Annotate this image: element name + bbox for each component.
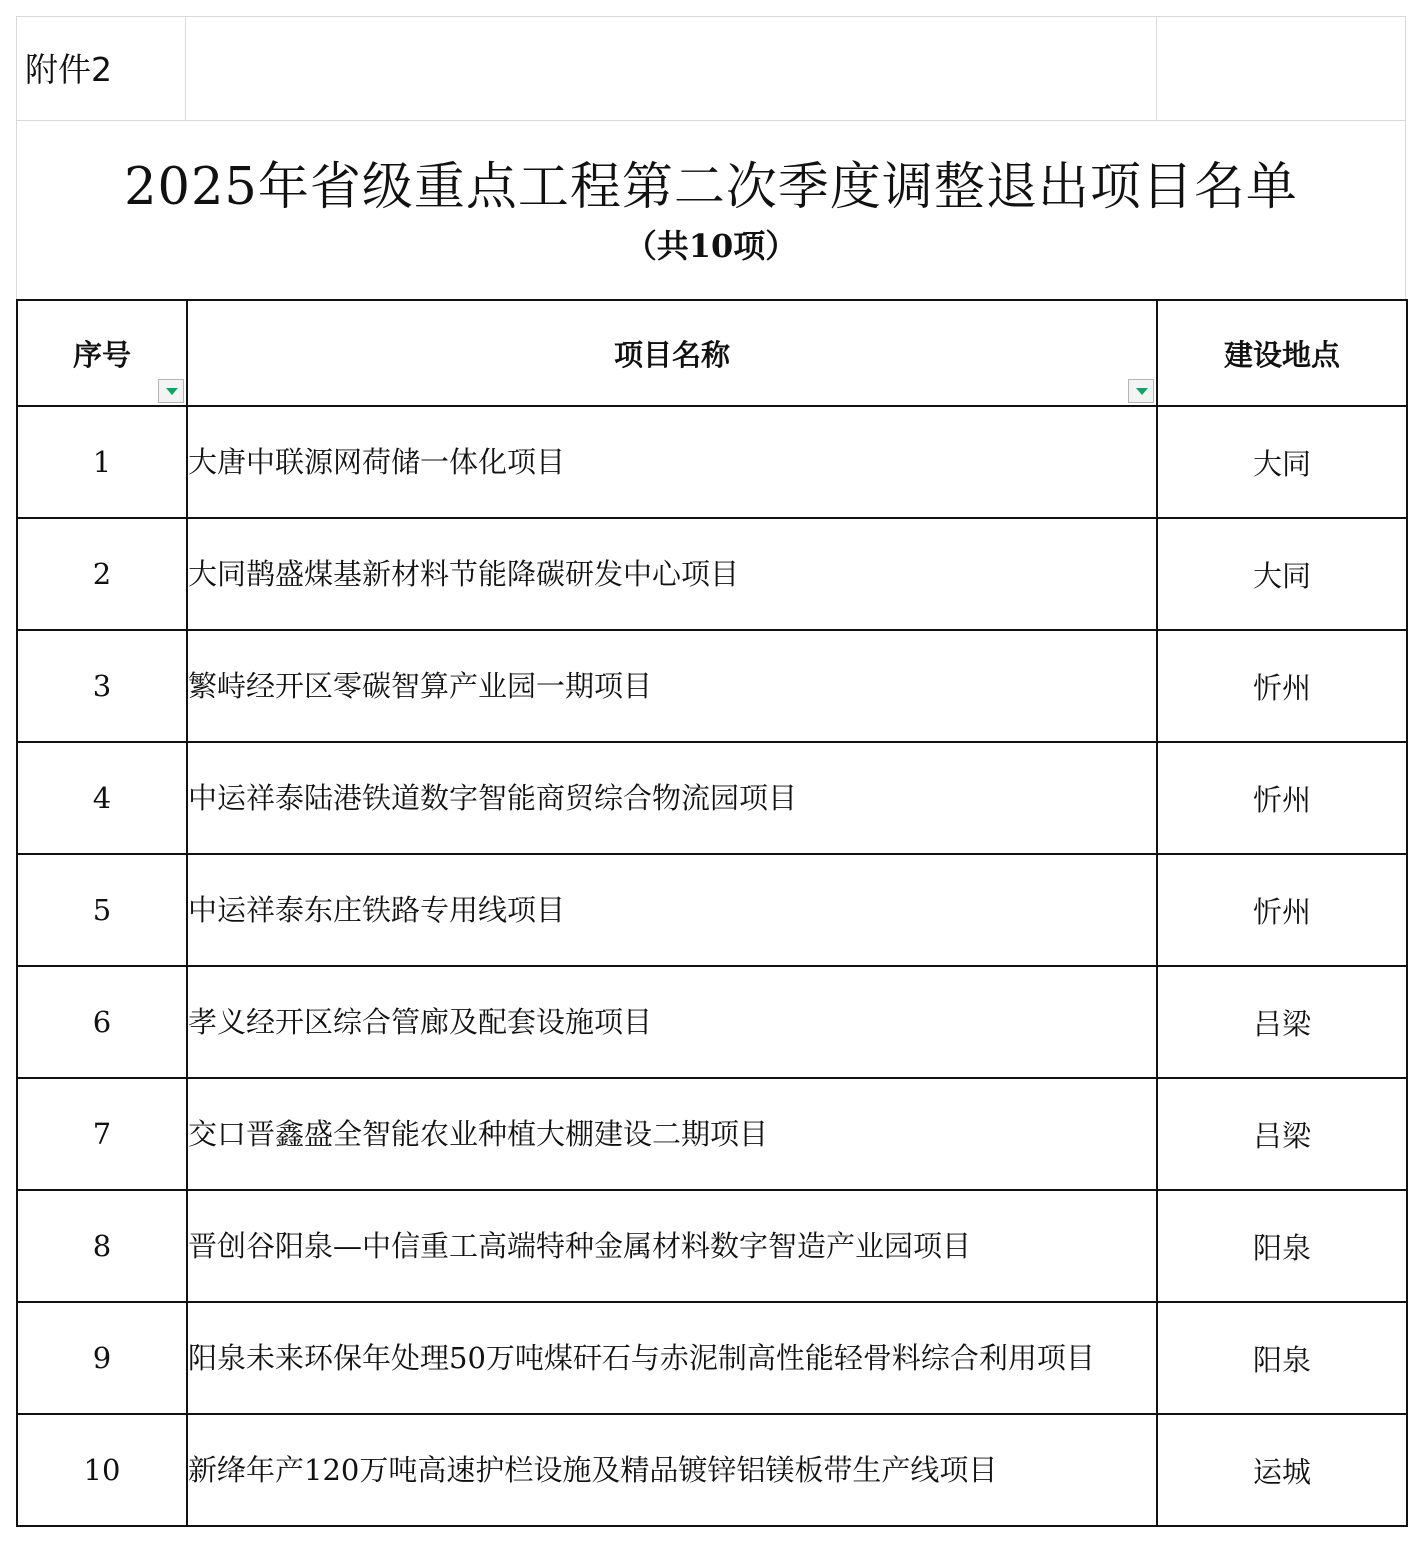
row-number: 10 bbox=[17, 1414, 187, 1526]
project-name: 大唐中联源网荷储一体化项目 bbox=[187, 406, 1157, 518]
project-name: 新绛年产120万吨高速护栏设施及精品镀锌铝镁板带生产线项目 bbox=[187, 1414, 1157, 1526]
project-name: 中运祥泰东庄铁路专用线项目 bbox=[187, 854, 1157, 966]
column-header-label: 建设地点 bbox=[1223, 337, 1340, 372]
project-location: 运城 bbox=[1157, 1414, 1407, 1526]
row-number: 3 bbox=[17, 630, 187, 742]
project-name: 阳泉未来环保年处理50万吨煤矸石与赤泥制高性能轻骨料综合利用项目 bbox=[187, 1302, 1157, 1414]
table-row bbox=[17, 742, 1407, 854]
table-row bbox=[17, 966, 1407, 1078]
row-number: 7 bbox=[17, 1078, 187, 1190]
project-name: 孝义经开区综合管廊及配套设施项目 bbox=[187, 966, 1157, 1078]
project-location: 阳泉 bbox=[1157, 1302, 1407, 1414]
row-number: 4 bbox=[17, 742, 187, 854]
column-header-location bbox=[1157, 300, 1407, 406]
project-location: 忻州 bbox=[1157, 854, 1407, 966]
row-number: 2 bbox=[17, 518, 187, 630]
gridline bbox=[16, 120, 1406, 121]
gridline bbox=[16, 16, 1406, 17]
table-row bbox=[17, 630, 1407, 742]
project-location: 忻州 bbox=[1157, 630, 1407, 742]
project-table bbox=[16, 299, 1408, 1527]
project-location: 大同 bbox=[1157, 406, 1407, 518]
row-number: 8 bbox=[17, 1190, 187, 1302]
gridline bbox=[1156, 16, 1157, 120]
row-number: 1 bbox=[17, 406, 187, 518]
row-number: 5 bbox=[17, 854, 187, 966]
row-number: 6 bbox=[17, 966, 187, 1078]
column-header-no[interactable] bbox=[17, 300, 187, 406]
table-row bbox=[17, 1078, 1407, 1190]
gridline bbox=[185, 16, 186, 120]
project-location: 吕梁 bbox=[1157, 1078, 1407, 1190]
project-name: 繁峙经开区零碳智算产业园一期项目 bbox=[187, 630, 1157, 742]
table-row bbox=[17, 518, 1407, 630]
page-subtitle: （共10项） bbox=[624, 227, 798, 265]
table-row bbox=[17, 854, 1407, 966]
attachment-label: 附件2 bbox=[25, 50, 112, 89]
page-title: 2025年省级重点工程第二次季度调整退出项目名单 bbox=[124, 158, 1298, 217]
table-row bbox=[17, 406, 1407, 518]
project-name: 晋创谷阳泉—中信重工高端特种金属材料数字智造产业园项目 bbox=[187, 1190, 1157, 1302]
project-name: 大同鹊盛煤基新材料节能降碳研发中心项目 bbox=[187, 518, 1157, 630]
table-row bbox=[17, 1414, 1407, 1526]
table-row bbox=[17, 1302, 1407, 1414]
column-header-label: 序号 bbox=[72, 337, 131, 372]
project-location: 忻州 bbox=[1157, 742, 1407, 854]
project-name: 交口晋鑫盛全智能农业种植大棚建设二期项目 bbox=[187, 1078, 1157, 1190]
column-header-name[interactable] bbox=[187, 300, 1157, 406]
project-location: 大同 bbox=[1157, 518, 1407, 630]
table-row bbox=[17, 1190, 1407, 1302]
column-header-label: 项目名称 bbox=[613, 337, 730, 372]
project-name: 中运祥泰陆港铁道数字智能商贸综合物流园项目 bbox=[187, 742, 1157, 854]
row-number: 9 bbox=[17, 1302, 187, 1414]
filter-dropdown-icon[interactable] bbox=[1128, 379, 1154, 403]
project-location: 吕梁 bbox=[1157, 966, 1407, 1078]
filter-dropdown-icon[interactable] bbox=[158, 379, 184, 403]
table-header-row bbox=[17, 300, 1407, 406]
project-location: 阳泉 bbox=[1157, 1190, 1407, 1302]
